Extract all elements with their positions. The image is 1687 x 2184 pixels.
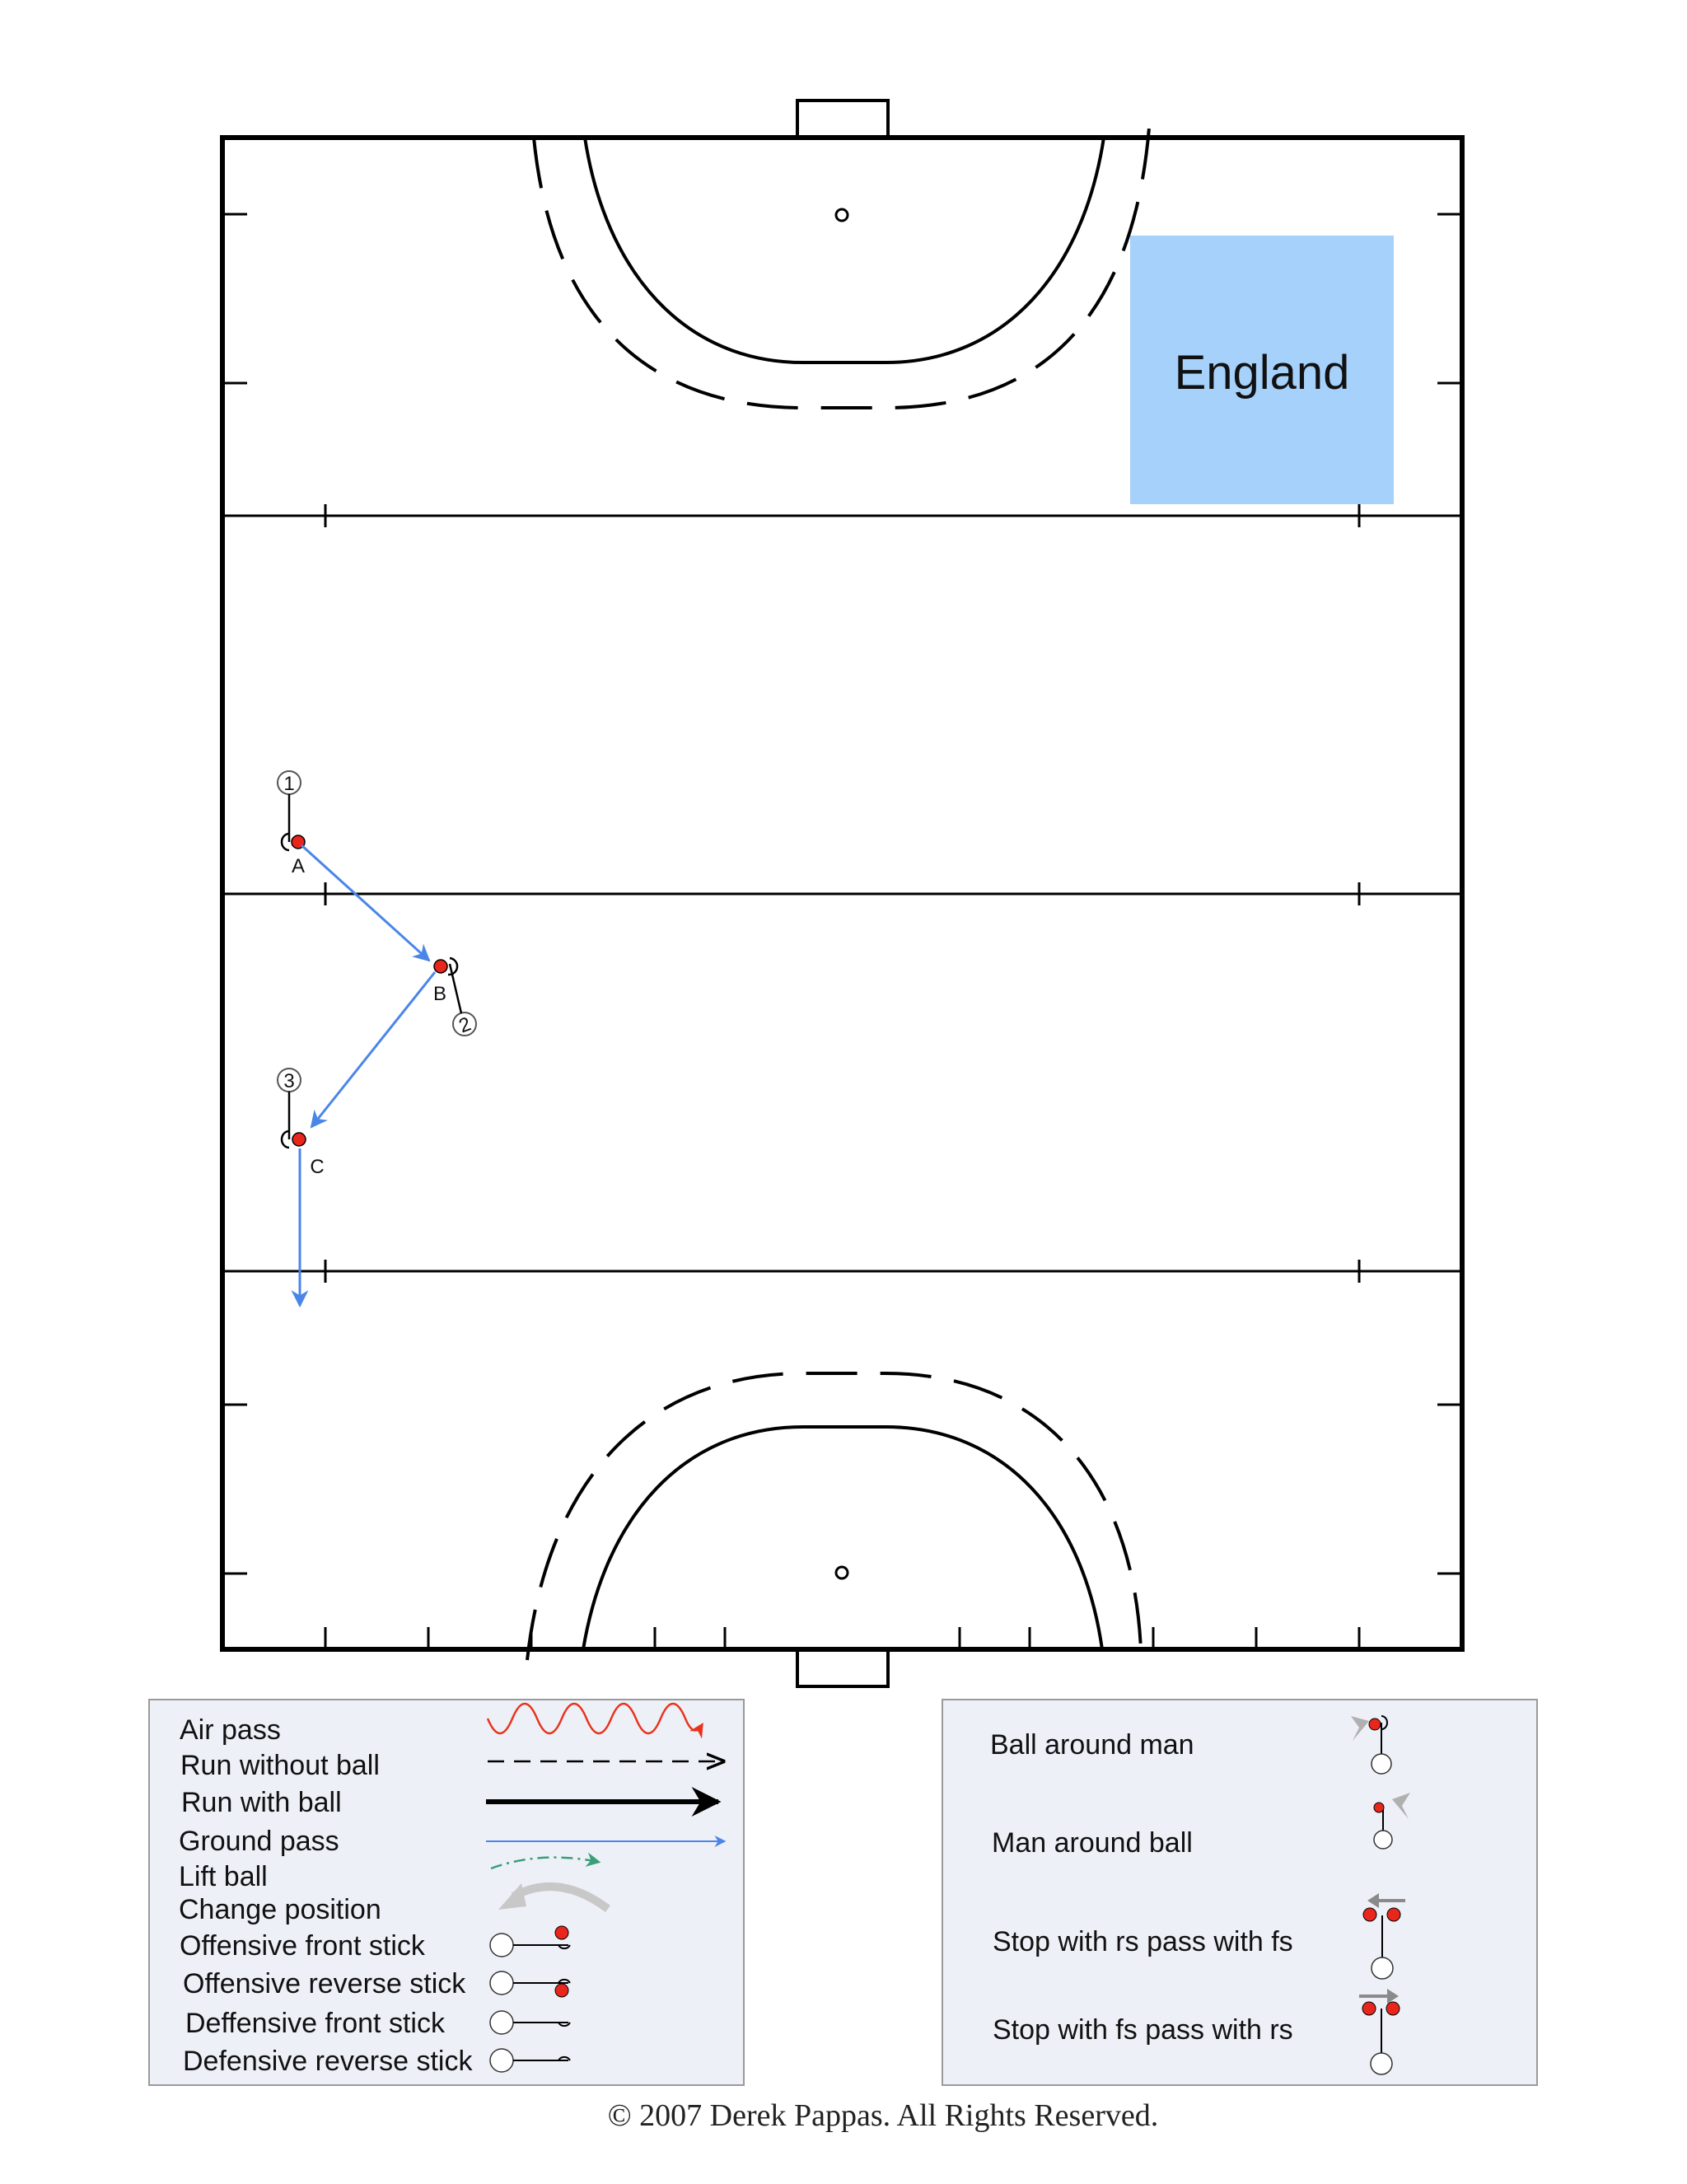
player-position-label: C <box>310 1156 325 1178</box>
legend-right <box>942 1700 1537 2085</box>
legend-label-ground-pass: Ground pass <box>179 1826 339 1857</box>
bottom-dashed-circle <box>527 1373 1141 1660</box>
players <box>278 771 476 1306</box>
player-stick-blade <box>282 1131 289 1148</box>
player-1[interactable] <box>278 771 305 877</box>
bottom-penalty-spot <box>836 1567 848 1578</box>
bottom-shooting-circle <box>583 1427 1102 1649</box>
player-position-label: A <box>291 855 306 877</box>
player-number: 3 <box>283 1070 295 1092</box>
player-number: 2 <box>456 1012 474 1038</box>
player-stick-blade <box>282 834 289 850</box>
legend-label-run-without-ball: Run without ball <box>180 1750 380 1781</box>
legend-label-air-pass: Air pass <box>180 1714 281 1746</box>
team-name: England <box>1174 346 1350 400</box>
hockey-field <box>222 101 1462 1686</box>
legend-label-defensive-front-stick: Deffensive front stick <box>185 2008 445 2039</box>
copyright-notice: © 2007 Derek Pappas. All Rights Reserved. <box>607 2098 1159 2133</box>
legend-label-offensive-front-stick: Offensive front stick <box>180 1930 425 1962</box>
legend-label-stop-fs-pass-rs: Stop with fs pass with rs <box>993 2014 1293 2046</box>
ball-icon <box>434 960 447 973</box>
legend-label-ball-around-man: Ball around man <box>990 1729 1194 1761</box>
legend-label-lift-ball: Lift ball <box>179 1861 268 1892</box>
top-shooting-circle <box>585 138 1104 362</box>
legend-label-offensive-reverse-stick: Offensive reverse stick <box>183 1968 466 1999</box>
ground-pass-a-to-b <box>301 845 429 961</box>
legend-label-stop-rs-pass-fs: Stop with rs pass with fs <box>993 1926 1293 1957</box>
legend-label-defensive-reverse-stick: Defensive reverse stick <box>183 2046 473 2077</box>
bottom-goal <box>797 1649 888 1686</box>
legend-label-run-with-ball: Run with ball <box>181 1787 342 1818</box>
top-penalty-spot <box>836 209 848 221</box>
player-number: 1 <box>283 773 295 795</box>
legend-label-man-around-ball: Man around ball <box>992 1827 1193 1859</box>
top-goal <box>797 101 888 138</box>
player-position-label: B <box>432 983 447 1005</box>
baseline-marks <box>325 1627 1359 1649</box>
legend-label-change-position: Change position <box>179 1894 381 1925</box>
ball-icon <box>292 1133 306 1146</box>
player-2[interactable] <box>433 958 476 1037</box>
ground-pass-b-to-c <box>311 972 435 1127</box>
legend-left <box>149 1700 744 2085</box>
